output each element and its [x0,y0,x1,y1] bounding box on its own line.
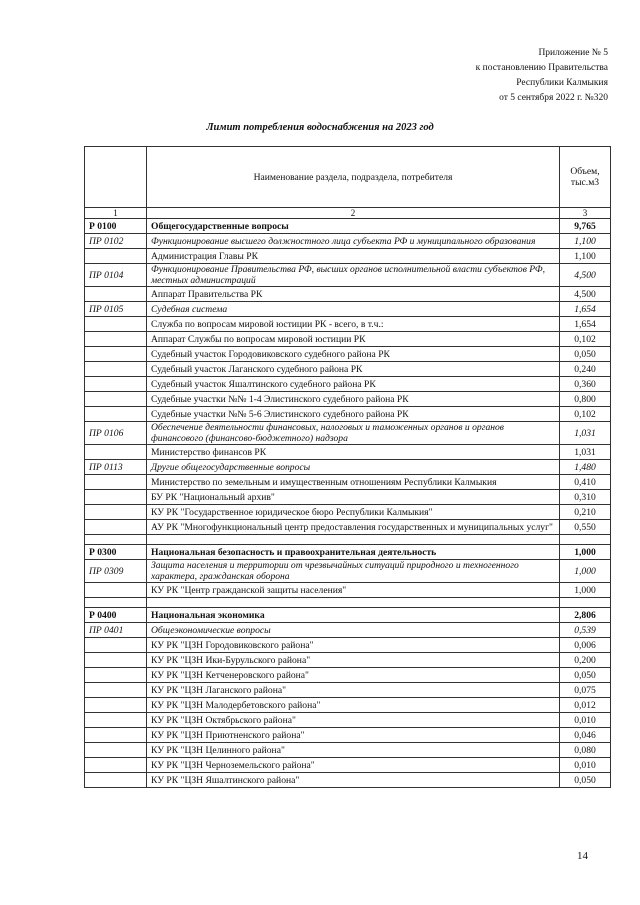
name-cell: Служба по вопросам мировой юстиции РК - всего, в т.ч.: [147,317,560,332]
code-cell [85,505,147,520]
header-code-cell [85,147,147,208]
name-cell: Общеэкономические вопросы [147,623,560,638]
item-row [85,407,611,422]
volume-cell: 1,000 [560,545,611,560]
code-cell: ПР 0401 [85,623,147,638]
code-cell [85,653,147,668]
volume-cell: 0,046 [560,728,611,743]
volume-cell: 0,200 [560,653,611,668]
code-cell [85,728,147,743]
volume-cell: 0,006 [560,638,611,653]
volume-cell [560,535,611,545]
name-cell: Судебный участок Яшалтинского судебного района РК [147,377,560,392]
limits-table [84,146,611,788]
subsection-row [85,302,611,317]
item-row [85,362,611,377]
item-row [85,317,611,332]
item-row [85,377,611,392]
code-cell: ПР 0105 [85,302,147,317]
name-cell: КУ РК "ЦЗН Яшалтинского района" [147,773,560,788]
volume-cell [560,598,611,608]
header-volume-cell: Объем, тыс.м3 [560,147,611,208]
item-row [85,332,611,347]
code-cell [85,520,147,535]
code-cell [85,683,147,698]
code-cell [85,392,147,407]
name-cell: Общегосударственные вопросы [147,219,560,234]
volume-cell: 1,100 [560,249,611,264]
volume-cell: 1,654 [560,317,611,332]
volume-cell: 0,410 [560,475,611,490]
name-cell: Министерство по земельным и имущественным отношениям Республики Калмыкия [147,475,560,490]
subsection-row [85,234,611,249]
item-row [85,773,611,788]
volume-cell: 0,550 [560,520,611,535]
limits-table-body [85,147,611,788]
subsection-row [85,264,611,287]
column-number-3: 3 [560,208,611,219]
item-row [85,392,611,407]
name-cell: Администрация Главы РК [147,249,560,264]
volume-cell: 0,800 [560,392,611,407]
volume-cell: 1,480 [560,460,611,475]
name-cell: КУ РК "Центр гражданской защиты населения" [147,583,560,598]
name-cell: КУ РК "Государственное юридическое бюро Республики Калмыкия" [147,505,560,520]
volume-cell: 0,050 [560,773,611,788]
code-cell: Р 0100 [85,219,147,234]
volume-cell: 0,102 [560,332,611,347]
annex-line-4: от 5 сентября 2022 г. №320 [499,93,608,103]
volume-cell: 4,500 [560,287,611,302]
name-cell: Судебный участок Лаганского судебного района РК [147,362,560,377]
code-cell [85,698,147,713]
section-row [85,545,611,560]
name-cell: Аппарат Службы по вопросам мировой юстиции РК [147,332,560,347]
name-cell: Функционирование высшего должностного лица субъекта РФ и муниципального образования [147,234,560,249]
spacer-row [85,535,611,545]
code-cell [85,332,147,347]
name-cell: КУ РК "ЦЗН Лаганского района" [147,683,560,698]
code-cell [85,773,147,788]
annex-block [476,46,608,106]
code-cell [85,598,147,608]
name-cell: КУ РК "ЦЗН Приютненского района" [147,728,560,743]
volume-cell: 0,050 [560,347,611,362]
name-cell: КУ РК "ЦЗН Черноземельского района" [147,758,560,773]
volume-cell: 0,102 [560,407,611,422]
subsection-row [85,422,611,445]
code-cell [85,535,147,545]
code-cell: ПР 0106 [85,422,147,445]
subsection-row [85,460,611,475]
code-cell [85,713,147,728]
item-row [85,287,611,302]
item-row [85,505,611,520]
volume-cell: 0,075 [560,683,611,698]
code-cell [85,377,147,392]
name-cell: КУ РК "ЦЗН Кетченеровского района" [147,668,560,683]
code-cell [85,475,147,490]
section-row [85,608,611,623]
item-row [85,683,611,698]
item-row [85,520,611,535]
name-cell: АУ РК "Многофункциональный центр предоставления государственных и муниципальных услуг" [147,520,560,535]
item-row [85,475,611,490]
item-row [85,713,611,728]
item-row [85,758,611,773]
code-cell [85,743,147,758]
volume-cell: 0,080 [560,743,611,758]
name-cell: Судебные участки №№ 1-4 Элистинского судебного района РК [147,392,560,407]
name-cell: Судебные участки №№ 5-6 Элистинского судебного района РК [147,407,560,422]
name-cell: КУ РК "ЦЗН Городовиковского района" [147,638,560,653]
code-cell: ПР 0309 [85,560,147,583]
code-cell [85,445,147,460]
code-cell [85,758,147,773]
item-row [85,668,611,683]
name-cell: Другие общегосударственные вопросы [147,460,560,475]
code-cell [85,347,147,362]
column-number-row [85,208,611,219]
name-cell: КУ РК "ЦЗН Малодербетовского района" [147,698,560,713]
name-cell: КУ РК "ЦЗН Целинного района" [147,743,560,758]
item-row [85,638,611,653]
name-cell: Министерство финансов РК [147,445,560,460]
item-row [85,743,611,758]
volume-cell: 1,100 [560,234,611,249]
document-title: Лимит потребления водоснабжения на 2023 год [206,122,434,133]
name-cell: Национальная экономика [147,608,560,623]
item-row [85,445,611,460]
name-cell: Судебная система [147,302,560,317]
annex-line-3: Республики Калмыкия [516,78,608,88]
annex-line-2: к постановлению Правительства [475,63,608,73]
item-row [85,583,611,598]
header-name-cell: Наименование раздела, подраздела, потребителя [147,147,560,208]
item-row [85,490,611,505]
code-cell [85,583,147,598]
spacer-row [85,598,611,608]
volume-cell: 9,765 [560,219,611,234]
column-number-2: 2 [147,208,560,219]
volume-cell: 0,240 [560,362,611,377]
name-cell: Функционирование Правительства РФ, высших органов исполнительной власти субъектов РФ, местных администраций [147,264,560,287]
column-number-1: 1 [85,208,147,219]
item-row [85,698,611,713]
subsection-row [85,623,611,638]
code-cell [85,249,147,264]
volume-cell: 0,010 [560,713,611,728]
code-cell [85,638,147,653]
code-cell: ПР 0102 [85,234,147,249]
code-cell [85,362,147,377]
name-cell: Обеспечение деятельности финансовых, налоговых и таможенных органов и органов финансового (финансово-бюджетного) надзора [147,422,560,445]
name-cell: Защита населения и территории от чрезвычайных ситуаций природного и техногенного характера, гражданская оборона [147,560,560,583]
item-row [85,728,611,743]
name-cell: Национальная безопасность и правоохранительная деятельность [147,545,560,560]
code-cell: Р 0300 [85,545,147,560]
name-cell: КУ РК "ЦЗН Октябрьского района" [147,713,560,728]
table-header-row [85,147,611,208]
volume-cell: 0,539 [560,623,611,638]
code-cell [85,490,147,505]
name-cell [147,598,560,608]
code-cell [85,317,147,332]
volume-cell: 0,050 [560,668,611,683]
name-cell [147,535,560,545]
volume-cell: 1,654 [560,302,611,317]
volume-cell: 1,031 [560,445,611,460]
volume-cell: 2,806 [560,608,611,623]
item-row [85,347,611,362]
volume-cell: 4,500 [560,264,611,287]
code-cell: ПР 0113 [85,460,147,475]
code-cell: Р 0400 [85,608,147,623]
code-cell [85,668,147,683]
name-cell: Судебный участок Городовиковского судебного района РК [147,347,560,362]
volume-cell: 1,000 [560,583,611,598]
name-cell: КУ РК "ЦЗН Ики-Бурульского района" [147,653,560,668]
volume-cell: 1,000 [560,560,611,583]
volume-cell: 0,210 [560,505,611,520]
item-row [85,249,611,264]
name-cell: БУ РК "Национальный архив" [147,490,560,505]
volume-cell: 1,031 [560,422,611,445]
code-cell [85,287,147,302]
volume-cell: 0,360 [560,377,611,392]
volume-cell: 0,010 [560,758,611,773]
volume-cell: 0,012 [560,698,611,713]
item-row [85,653,611,668]
page-number: 14 [577,850,588,862]
annex-line-1: Приложение № 5 [538,48,608,58]
code-cell [85,407,147,422]
name-cell: Аппарат Правительства РК [147,287,560,302]
section-row [85,219,611,234]
volume-cell: 0,310 [560,490,611,505]
subsection-row [85,560,611,583]
code-cell: ПР 0104 [85,264,147,287]
